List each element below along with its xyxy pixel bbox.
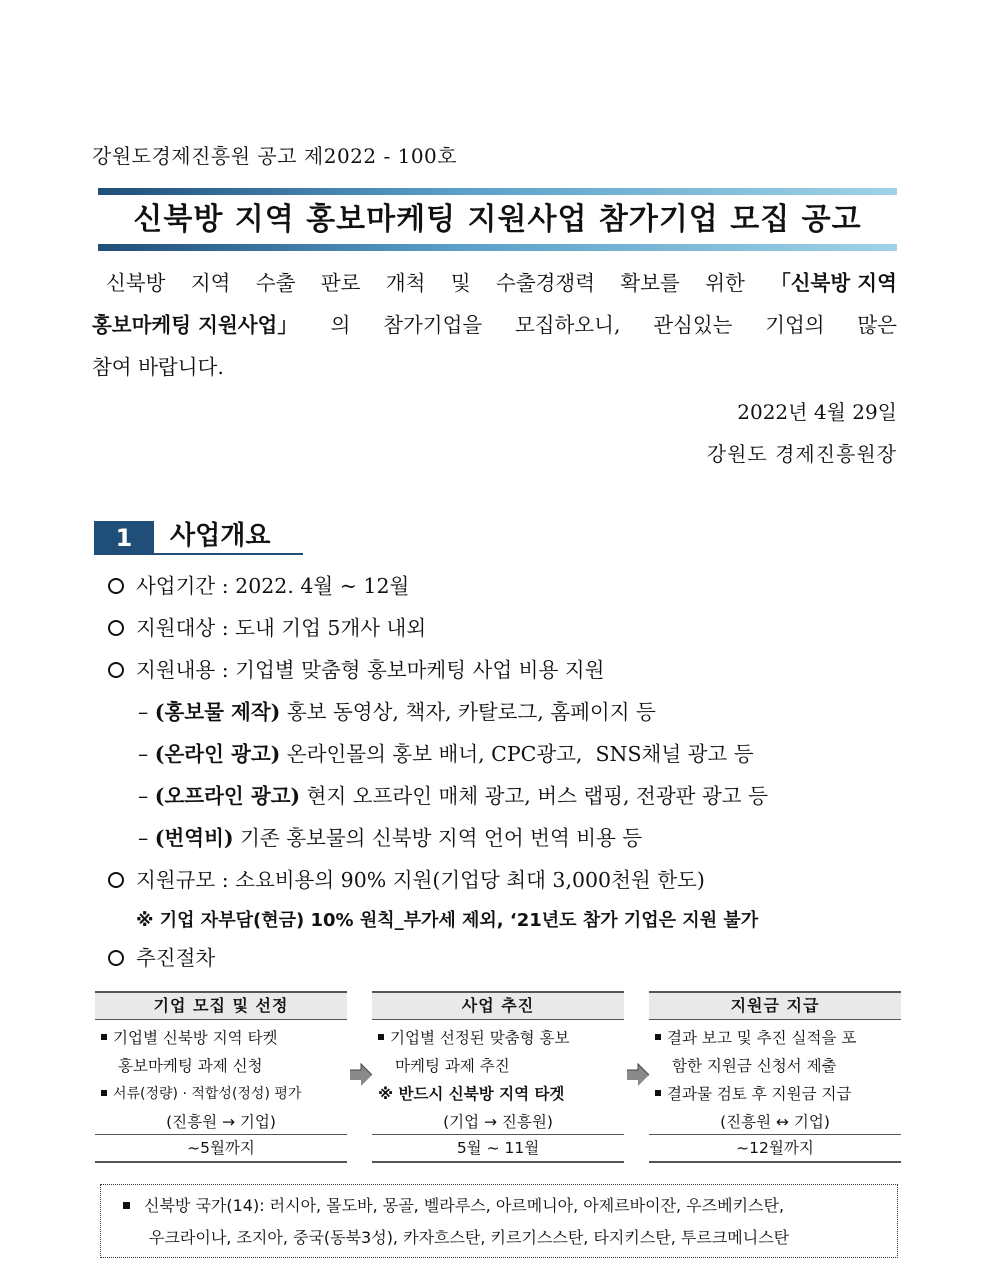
stage-title: 사업 추진 bbox=[372, 991, 624, 1020]
intro-word: 및 bbox=[450, 271, 471, 295]
stage-line: 기업별 신북방 지역 타켓 bbox=[113, 1029, 278, 1047]
sub-item-text: 온라인몰의 홍보 배너, CPC광고, SNS채널 광고 등 bbox=[286, 742, 754, 766]
stage-body bbox=[372, 1020, 624, 1134]
sub-item-label: (오프라인 광고) bbox=[154, 784, 301, 808]
intro-word: 참가기업을 bbox=[383, 313, 483, 337]
stage-title: 기업 모집 및 선정 bbox=[95, 991, 347, 1020]
intro-word: 위한 bbox=[705, 271, 745, 295]
intro-line-1 bbox=[92, 270, 897, 296]
stage-line: 서류(정량) · 적합성(정성) 평가 bbox=[113, 1086, 302, 1102]
sub-item-text: 홍보 동영상, 책자, 카탈로그, 홈페이지 등 bbox=[286, 700, 656, 724]
circle-bullet-icon bbox=[108, 872, 124, 888]
sub-item: – (온라인 광고) 온라인몰의 홍보 배너, CPC광고, SNS채널 광고 등 bbox=[138, 742, 754, 766]
intro-word: 관심있는 bbox=[653, 313, 733, 337]
stage-line: 결과 보고 및 추진 실적을 포 bbox=[667, 1029, 857, 1047]
intro-line-3: 참여 바랍니다. bbox=[92, 355, 224, 379]
square-bullet-icon bbox=[123, 1202, 130, 1209]
square-bullet-icon bbox=[655, 1090, 661, 1096]
stage-line: 함한 지원금 신청서 제출 bbox=[672, 1057, 837, 1075]
stage-recruit bbox=[95, 991, 347, 1159]
country-list-box bbox=[100, 1184, 898, 1258]
issuer-name: 강원도 경제진흥원장 bbox=[706, 442, 897, 466]
stage-title: 지원금 지급 bbox=[649, 991, 901, 1020]
country-list-line: 신북방 국가(14): 러시아, 몰도바, 몽골, 벨라루스, 아르메니아, 아제르바이잔, 우즈베키스탄, bbox=[144, 1196, 785, 1215]
stage-line: 홍보마케팅 과제 신청 bbox=[118, 1057, 263, 1075]
intro-word: 수출경쟁력 bbox=[496, 271, 596, 295]
square-bullet-icon bbox=[101, 1090, 107, 1096]
sub-item: – (오프라인 광고) 현지 오프라인 매체 광고, 버스 랩핑, 전광판 광고 등 bbox=[138, 784, 768, 808]
arrow-right-icon bbox=[624, 1061, 652, 1089]
period-item bbox=[100, 572, 409, 600]
stage-period: ~12월까지 bbox=[649, 1134, 901, 1163]
sub-item: – (번역비) 기존 홍보물의 신북방 지역 언어 번역 비용 등 bbox=[138, 826, 643, 850]
stage-line: (진흥원 ↔ 기업) bbox=[720, 1113, 830, 1131]
stage-execution bbox=[372, 991, 624, 1159]
intro-word: 개척 bbox=[385, 271, 426, 295]
intro-word: 수출 bbox=[255, 271, 296, 295]
intro-word: 많은 bbox=[857, 313, 897, 337]
program-name-part2: 홍보마케팅 지원사업」 bbox=[92, 313, 298, 337]
intro-word: 신북방 bbox=[106, 271, 166, 295]
procedure-text: 추진절차 bbox=[136, 946, 216, 970]
sub-item-label: (번역비) bbox=[154, 826, 234, 850]
stage-line: 마케팅 과제 추진 bbox=[395, 1057, 510, 1075]
square-bullet-icon bbox=[101, 1034, 107, 1040]
intro-word: 모집하오니, bbox=[514, 313, 621, 337]
self-pay-note: ※ 기업 자부담(현금) 10% 원칙_부가세 제외, ‘21년도 참가 기업은 지원 불가 bbox=[136, 910, 759, 931]
period-text: 사업기간 : 2022. 4월 ~ 12월 bbox=[136, 574, 410, 598]
circle-bullet-icon bbox=[108, 578, 124, 594]
stage-body bbox=[95, 1020, 347, 1134]
section-number-badge: 1 bbox=[94, 521, 154, 555]
section-underline bbox=[94, 553, 303, 555]
circle-bullet-icon bbox=[108, 662, 124, 678]
target-item bbox=[100, 614, 426, 642]
intro-line-2 bbox=[92, 312, 897, 338]
square-bullet-icon bbox=[378, 1034, 384, 1040]
content-text: 지원내용 : 기업별 맞춤형 홍보마케팅 사업 비용 지원 bbox=[136, 658, 605, 682]
notice-number: 강원도경제진흥원 공고 제2022 - 100호 bbox=[92, 144, 458, 168]
sub-item-label: (온라인 광고) bbox=[154, 742, 281, 766]
title-top-rule bbox=[98, 188, 897, 195]
stage-line: 기업별 선정된 맞춤형 홍보 bbox=[390, 1029, 570, 1047]
sub-item-text: 기존 홍보물의 신북방 지역 언어 번역 비용 등 bbox=[240, 826, 643, 850]
scale-text: 지원규모 : 소요비용의 90% 지원(기업당 최대 3,000천원 한도) bbox=[136, 868, 705, 892]
square-bullet-icon bbox=[655, 1034, 661, 1040]
circle-bullet-icon bbox=[108, 950, 124, 966]
program-name-part1: 「신북방 지역 bbox=[770, 271, 897, 295]
page-title: 신북방 지역 홍보마케팅 지원사업 참가기업 모집 공고 bbox=[133, 202, 862, 237]
intro-word: 판로 bbox=[320, 271, 361, 295]
sub-item-label: (홍보물 제작) bbox=[154, 700, 281, 724]
stage-line: 결과물 검토 후 지원금 지급 bbox=[667, 1085, 852, 1103]
scale-item bbox=[100, 866, 705, 894]
stage-body bbox=[649, 1020, 901, 1134]
notice-date: 2022년 4월 29일 bbox=[737, 400, 897, 424]
stage-payment bbox=[649, 991, 901, 1159]
intro-word: 지역 bbox=[190, 271, 231, 295]
intro-word: 확보를 bbox=[620, 271, 680, 295]
stage-period: ~5월까지 bbox=[95, 1134, 347, 1163]
stage-line: ※ 반드시 신북방 지역 타겟 bbox=[378, 1085, 565, 1103]
country-list-line: 우크라이나, 조지아, 중국(동북3성), 카자흐스탄, 키르기스스탄, 타지키스탄, 투르크메니스탄 bbox=[149, 1228, 790, 1247]
target-text: 지원대상 : 도내 기업 5개사 내외 bbox=[136, 616, 427, 640]
arrow-right-icon bbox=[347, 1061, 375, 1089]
procedure-item bbox=[100, 944, 215, 972]
sub-item-text: 현지 오프라인 매체 광고, 버스 랩핑, 전광판 광고 등 bbox=[306, 784, 768, 808]
content-item bbox=[100, 656, 604, 684]
title-bottom-rule bbox=[98, 244, 897, 251]
intro-word: 기업의 bbox=[765, 313, 825, 337]
stage-line: (기업 → 진흥원) bbox=[443, 1113, 553, 1131]
circle-bullet-icon bbox=[108, 620, 124, 636]
stage-line: (진흥원 → 기업) bbox=[166, 1113, 276, 1131]
sub-item: – (홍보물 제작) 홍보 동영상, 책자, 카탈로그, 홈페이지 등 bbox=[138, 700, 656, 724]
intro-word: 의 bbox=[330, 313, 351, 337]
stage-period: 5월 ~ 11월 bbox=[372, 1134, 624, 1163]
section-title: 사업개요 bbox=[170, 521, 271, 551]
